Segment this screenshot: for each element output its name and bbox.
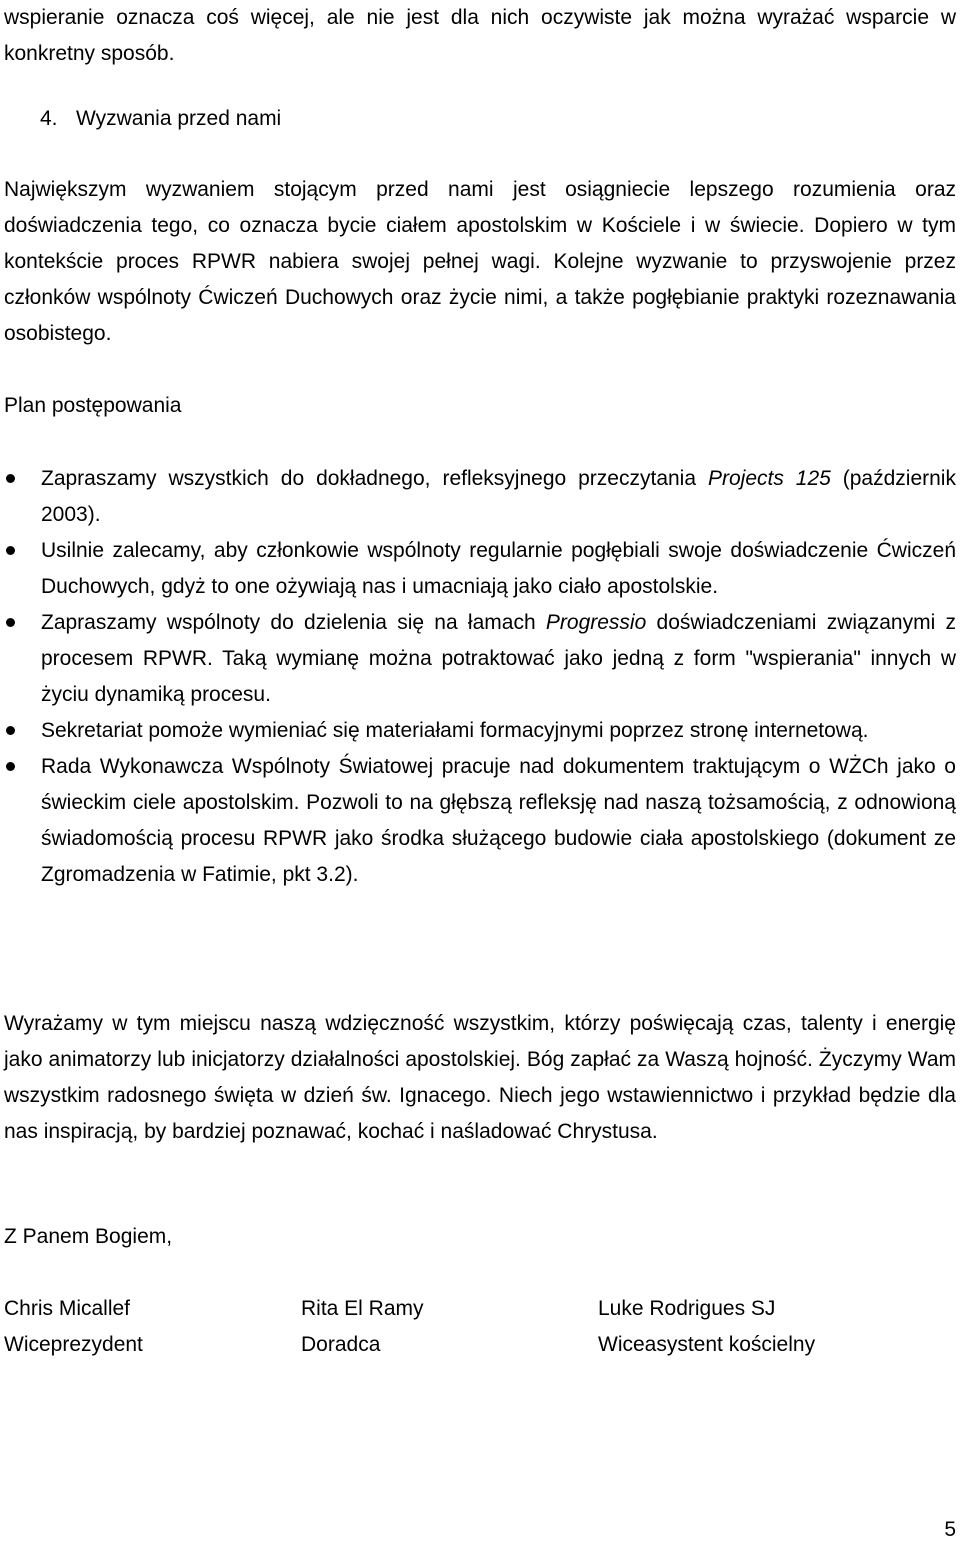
bullet-icon [6, 618, 15, 627]
bullet-icon [6, 726, 15, 735]
signature [598, 1291, 815, 1363]
plan-list-item [4, 749, 956, 893]
signature-name: Luke Rodrigues SJ [598, 1297, 776, 1320]
signature-role: Doradca [301, 1333, 381, 1356]
plan-item-text: Sekretariat pomoże wymieniać się materiałami formacyjnymi poprzez stronę internetową. [41, 719, 869, 742]
signature-name: Chris Micallef [4, 1297, 131, 1320]
bullet-icon [6, 762, 15, 771]
plan-item-text: Zapraszamy wspólnoty do dzielenia się na łamach [41, 611, 546, 634]
plan-list-item [4, 533, 956, 605]
plan-list-item [4, 713, 956, 749]
plan-item-italic: Projects 125 [707, 467, 831, 490]
section-heading [4, 101, 956, 137]
thanks-paragraph: Wyrażamy w tym miejscu naszą wdzięczność wszystkim, którzy poświęcają czas, talenty i energię jako animatorzy lub inicjatorzy działalności apostolskiej. Bóg zapłać za Waszą hojność. Życzymy Wam wszystkim radosnego święta w dzień św. Ignacego. Niech jego wstawiennictwo i przykład będzie dla nas inspiracją, by bardziej poznawać, kochać i naśladować Chrystusa. [4, 1012, 956, 1143]
section-number: 4. [40, 107, 58, 130]
signature [301, 1291, 424, 1363]
plan-heading: Plan postępowania [4, 394, 182, 417]
signature-role: Wiceprezydent [4, 1333, 143, 1356]
bullet-icon [6, 546, 15, 555]
closing-salutation: Z Panem Bogiem, [4, 1225, 173, 1248]
plan-item-text-after: doświadczeniami związanymi z procesem RPWR. Taką wymianę można potraktować jako jedną z form "wspierania" innych w życiu dynamiką procesu. [41, 611, 956, 706]
plan-item-italic: Progressio [545, 611, 647, 634]
signature-role: Wiceasystent kościelny [598, 1333, 816, 1356]
plan-list-item [4, 461, 956, 533]
section-title: Wyzwania przed nami [76, 107, 282, 130]
signature [4, 1291, 143, 1363]
plan-item-text: Zapraszamy wszystkich do dokładnego, refleksyjnego przeczytania [41, 467, 708, 490]
page-number: 5 [944, 1518, 956, 1541]
plan-item-text: Rada Wykonawcza Wspólnoty Światowej pracuje nad dokumentem traktującym o WŻCh jako o świeckim ciele apostolskim. Pozwoli to na głębszą refleksję nad naszą tożsamością, z odnowioną świadomością procesu RPWR jako środka służącego budowie ciała apostolskiego (dokument ze Zgromadzenia w Fatimie, pkt 3.2). [41, 755, 956, 886]
bullet-icon [6, 474, 15, 483]
signature-name: Rita El Ramy [301, 1297, 424, 1320]
intro-paragraph: wspieranie oznacza coś więcej, ale nie jest dla nich oczywiste jak można wyrażać wsparcie w konkretny sposób. [4, 6, 956, 65]
plan-item-text: Usilnie zalecamy, aby członkowie wspólnoty regularnie pogłębiali swoje doświadczenie Ćwiczeń Duchowych, gdyż to one ożywiają nas i umacniają jako ciało apostolskie. [41, 539, 956, 598]
plan-list-item [4, 605, 956, 713]
plan-item-text-after: (październik 2003). [41, 467, 956, 526]
challenges-paragraph: Największym wyzwaniem stojącym przed nami jest osiągniecie lepszego rozumienia oraz doświadczenia tego, co oznacza bycie ciałem apostolskim w Kościele i w świecie. Dopiero w tym kontekście proces RPWR nabiera swojej pełnej wagi. Kolejne wyzwanie to przyswojenie przez członków wspólnoty Ćwiczeń Duchowych oraz życie nimi, a także pogłębianie praktyki rozeznawania osobistego. [4, 178, 956, 345]
plan-list [4, 461, 956, 893]
